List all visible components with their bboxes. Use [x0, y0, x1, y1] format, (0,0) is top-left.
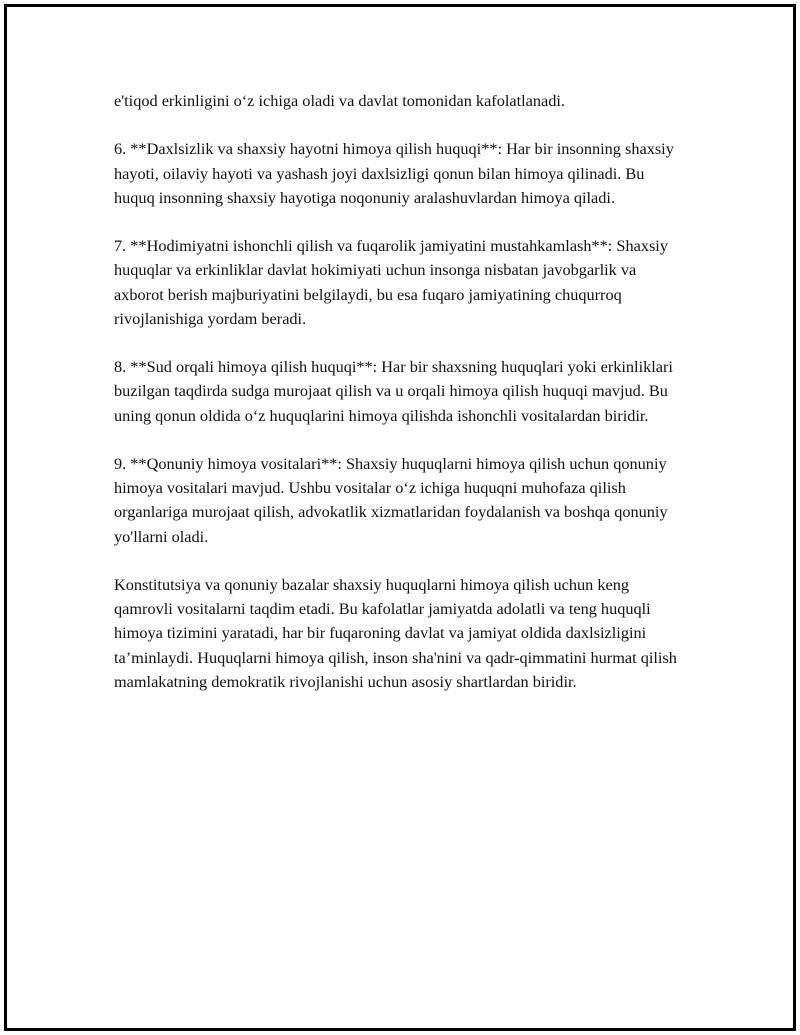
paragraph-item-9: 9. **Qonuniy himoya vositalari**: Shaxsiy huquqlarni himoya qilish uchun qonuniy himoya vositalari mavjud. Ushbu vositalar o‘z ichiga huquqni muhofaza qilish organlariga murojaat qilish, advokatlik xizmatlaridan foydalanish va boshqa qonuniy yo'llarni oladi. [114, 453, 668, 546]
paragraph-item-6: 6. **Daxlsizlik va shaxsiy hayotni himoya qilish huquqi**: Har bir insonning shaxsiy hayoti, oilaviy hayoti va yashash joyi daxlsizligi qonun bilan himoya qilinadi. Bu huquq insonning shaxsiy hayotiga noqonuniy aralashuvlardan himoya qiladi. [114, 139, 674, 207]
paragraph-conclusion: Konstitutsiya va qonuniy bazalar shaxsiy huquqlarni himoya qilish uchun keng qamrovli vositalarni taqdim etadi. Bu kafolatlar jamiyatda adolatli va teng huquqli himoya tizimini yaratadi, har bir fuqaroning davlat va jamiyat oldida daxlsizligini ta’minlaydi. Huquqlarni himoya qilish, inson sha'nini va qadr-qimmatini hurmat qilish mamlakatning demokratik rivojlanishi uchun asosiy shartlardan biridir. [114, 574, 677, 691]
paragraph-item-8: 8. **Sud orqali himoya qilish huquqi**: Har bir shaxsning huquqlari yoki erkinliklari buzilgan taqdirda sudga murojaat qilish va u orqali himoya qilish huquqi mavjud. Bu uning qonun oldida o‘z huquqlarini himoya qilishda ishonchli vositalardan biridir. [114, 357, 673, 425]
paragraph-continuation: e'tiqod erkinligini o‘z ichiga oladi va davlat tomonidan kafolatlanadi. [114, 91, 565, 110]
paragraph-item-7: 7. **Hodimiyatni ishonchli qilish va fuqarolik jamiyatini mustahkamlash**: Shaxsiy huquqlar va erkinliklar davlat hokimiyati uchun insonga nisbatan javobgarlik va axborot berish majburiyatini belgilaydi, bu esa fuqaro jamiyatining chuqurroq rivojlanishiga yordam beradi. [114, 236, 668, 328]
document-body [114, 89, 689, 718]
